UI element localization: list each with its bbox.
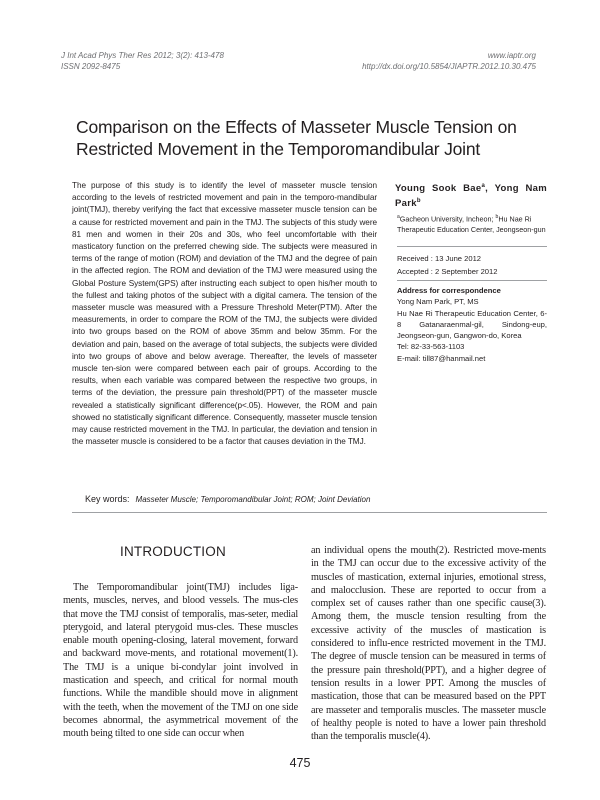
journal-links xyxy=(362,50,536,72)
journal-issn: ISSN 2092-8475 xyxy=(61,62,121,71)
keywords xyxy=(85,494,545,504)
page-number: 475 xyxy=(289,756,311,770)
divider xyxy=(397,246,547,247)
introduction-left-column: The Temporomandibular joint(TMJ) includes liga-ments, muscles, nerves, and blood vessels. The mus-cles that move the TMJ consist of temporalis, mas-seter, medial pterygoid, and lateral pterygoid mus-cles. These muscles enable mouth opening-closing, lateral movement, forward and backward move-ments, and rotational movement(1). The TMJ is a unique bi-condylar joint involved in mastication and speech, and critical for normal mouth functions. While the mandible should move in alignment with the teeth, when the movement of the TMJ on one side becomes abnormal, the asymmetrical movement of the mouth being tilted to one side can occur when xyxy=(63,582,298,740)
author-line-2 xyxy=(395,195,547,210)
affiliation-b: Hu Nae Ri Therapeutic Education Center, Jeongseon-gun xyxy=(397,214,546,235)
affiliation-b-mark: b xyxy=(495,214,499,220)
keywords-label: Key words: xyxy=(85,494,130,504)
affiliation-a: Gacheon University, Incheon; xyxy=(399,214,496,224)
author-park-affiliation-mark: b xyxy=(416,198,421,205)
divider xyxy=(397,280,547,281)
correspondence-address: Hu Nae Ri Therapeutic Education Center, 6-8 Gatanaraenmal-gil, Sindong-eup, Jeongseon-gun, Gangwon-do, Korea xyxy=(397,308,547,341)
keywords-value: Masseter Muscle; Temporomandibular Joint; ROM; Joint Deviation xyxy=(135,495,371,504)
introduction-right-column: an individual opens the mouth(2). Restricted move-ments in the TMJ can occur due to the excessive activity of the muscles of mastication, external injuries, emotional stress, and malocclusion. These are reported to occur from a complex set of causes rather than one specific cause(3). Among them, the muscle tension resulting from the excessive activity of the muscles of mastication is considered to influ-ence restricted movement in the TMJ. The degree of muscle tension can be measured in terms of the pressure pain threshold(PPT), and a higher degree of tension results in a lower PPT. Among the muscles of mastication, those that can be measured based on the PPT are masseter and temporalis muscles. The masseter muscle of healthy people is noted to have a lower pain threshold than the temporalis muscle(4). xyxy=(311,545,546,743)
correspondence-heading: Address for correspondence xyxy=(397,286,501,295)
article-title-line-1: Comparison on the Effects of Masseter Muscle Tension on xyxy=(76,117,517,137)
abstract: The purpose of this study is to identify the level of masseter muscle tension according to the levels of restricted movement and pain in the temporo-mandibular joint(TMJ), thereby verifying the fact that excessive masseter muscle tension can be a cause for restricted movement and pain in the TMJ. The subjects of this study were 81 men and women in their 20s and 30s, who feel uncomfortable with their masticatory function on the preferred chewing side. The subjects were measured in terms of the range of motion (ROM) and deviation of the TMJ and the degree of pain in the affected region. The ROM and deviation of the TMJ were measured using the Global Posture System(GPS) after instructing each subject to open his/her mouth to the fullest and taking photos of the subject with a digital camera. The tension of the masseter muscle was measured with a Pressure Threshold Meter(PTM). After the measurements, in order to compare the ROM of the TMJ, the subjects were divided into two groups based on the ROM of above 35mm and below 35mm. For the deviation and pain, based on the average of total subjects, the subjects were divided into two groups of above and below average. Thereafter, the levels of masseter muscle ten-sion were compared between each pair of groups. According to the results, when each variable was compared between the respective two groups, in terms of the deviation, the pressure pain threshold(PPT) of the masseter muscle revealed a statistically significant difference(p<.05). However, the ROM and pain showed no statistically significant difference. Consequently, masseter muscle tension may cause restricted movement in the TMJ. In particular, the deviation and tension in the masseter muscle is considered to be a factor that causes deviation in the TMJ. xyxy=(72,181,377,447)
affiliation-a-mark: a xyxy=(397,214,400,220)
article-dates xyxy=(397,253,547,278)
author-separator: , Yong Nam xyxy=(485,183,547,195)
article-title xyxy=(76,116,546,160)
author-list xyxy=(395,180,547,210)
introduction-heading: INTRODUCTION xyxy=(120,544,226,559)
correspondence-phone: Tel: 82-33-563-1103 xyxy=(397,342,465,352)
accepted-date: Accepted : 2 September 2012 xyxy=(397,266,498,276)
journal-citation: J Int Acad Phys Ther Res 2012; 3(2): 413-478 xyxy=(61,51,224,60)
received-date: Received : 13 June 2012 xyxy=(397,254,482,263)
author-bae-affiliation-mark: a xyxy=(481,183,486,189)
correspondence-block xyxy=(397,285,547,364)
journal-header xyxy=(61,50,224,72)
affiliations xyxy=(397,212,547,235)
divider xyxy=(72,512,547,513)
doi-link[interactable]: http://dx.doi.org/10.5854/JIAPTR.2012.10.30.475 xyxy=(362,62,536,71)
correspondence-name: Yong Nam Park, PT, MS xyxy=(397,297,479,307)
author-park: Park xyxy=(395,198,417,210)
correspondence-email[interactable]: E-mail: till87@hanmail.net xyxy=(397,353,486,363)
author-bae: Young Sook Bae xyxy=(395,183,482,195)
author-line-1 xyxy=(395,180,547,195)
journal-website-link[interactable]: www.iaptr.org xyxy=(487,51,536,60)
article-title-line-2: Restricted Movement in the Temporomandibular Joint xyxy=(76,139,481,159)
